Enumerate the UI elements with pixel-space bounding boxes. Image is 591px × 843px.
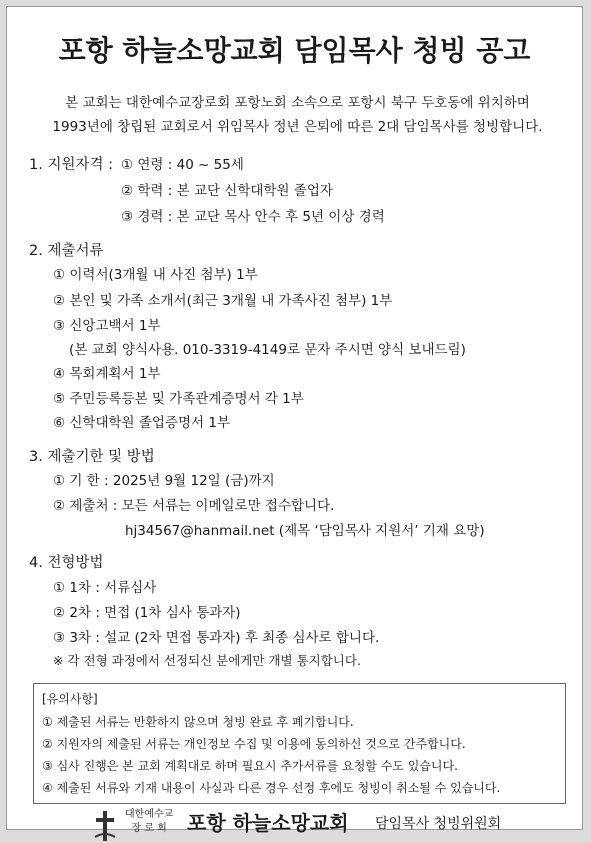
page-title: 포항 하늘소망교회 담임목사 청빙 공고: [58, 34, 531, 67]
intro-paragraph: [25, 91, 570, 139]
section-2-item-note: (본 교회 양식사용. 010-3319-4149로 문자 주시면 양식 보내드림): [69, 342, 466, 358]
intro-line: 1993년에 창립된 교회로서 위임목사 정년 은퇴에 따른 2대 담임목사를 청빙합니다.: [52, 119, 543, 135]
section-3-title: 3. 제출기한 및 방법: [29, 449, 155, 465]
denomination-top: 대한예수교: [125, 809, 174, 820]
section-1-item: ② 학력 : 본 교단 신학대학원 졸업자: [121, 183, 333, 199]
note-item: ① 제출된 서류는 반환하지 않으며 청빙 완료 후 폐기합니다.: [42, 715, 354, 729]
notes-title: [유의사항]: [42, 692, 98, 706]
section-2-item: ② 본인 및 가족 소개서(최근 3개월 내 가족사진 첨부) 1부: [53, 293, 393, 309]
section-4-item: ① 1차 : 서류심사: [53, 580, 157, 596]
section-1-item: ③ 경력 : 본 교단 목사 안수 후 5년 이상 경력: [121, 209, 385, 225]
note-item: ② 지원자의 제출된 서류는 개인정보 수집 및 이용에 동의하신 것으로 간주합니다.: [42, 737, 466, 751]
section-2-item: ③ 신앙고백서 1부: [53, 318, 161, 334]
section-4-title: 4. 전형방법: [29, 555, 104, 571]
section-2-title: 2. 제출서류: [29, 243, 104, 259]
section-3-email: hj34567@hanmail.net (제목 ‘담임목사 지원서’ 기재 요망): [125, 523, 485, 539]
section-3-item: ① 기 한 : 2025년 9월 12일 (금)까지: [53, 473, 275, 489]
notice-page: [6, 6, 583, 835]
section-4-note: ※ 각 전형 과정에서 선정되신 분에게만 개별 통지합니다.: [53, 653, 361, 668]
notes-box: [33, 683, 566, 804]
section-2-item: ① 이력서(3개월 내 사진 첨부) 1부: [53, 267, 258, 283]
footer-committee: 담임목사 청빙위원회: [375, 816, 502, 832]
section-4-item: ③ 3차 : 설교 (2차 면접 통과자) 후 최종 심사로 합니다.: [53, 630, 380, 646]
section-2-item: ④ 목회계획서 1부: [53, 366, 161, 382]
note-item: ④ 제출된 서류와 기재 내용이 사실과 다른 경우 선정 후에도 청빙이 취소될 수 있습니다.: [42, 781, 501, 795]
section-2-item: ⑤ 주민등록등본 및 가족관계증명서 각 1부: [53, 391, 304, 407]
section-3-item: ② 제출처 : 모든 서류는 이메일로만 접수합니다.: [53, 498, 335, 514]
section-4-item: ② 2차 : 면접 (1차 심사 통과자): [53, 605, 241, 621]
section-2-item: ⑥ 신학대학원 졸업증명서 1부: [53, 415, 231, 431]
note-item: ③ 심사 진행은 본 교회 계획대로 하며 필요시 추가서류를 요청할 수도 있습니다.: [42, 759, 458, 773]
footer-church-name: 포항 하늘소망교회: [187, 811, 349, 835]
denomination-mark: [125, 808, 173, 836]
section-1-title: 1. 지원자격 :: [29, 157, 113, 173]
intro-line: 본 교회는 대한예수교장로회 포항노회 소속으로 포항시 북구 두호동에 위치하며: [65, 95, 530, 111]
denomination-bottom: 장 로 회: [131, 823, 167, 834]
section-1-item: ① 연령 : 40 ~ 55세: [121, 157, 244, 173]
